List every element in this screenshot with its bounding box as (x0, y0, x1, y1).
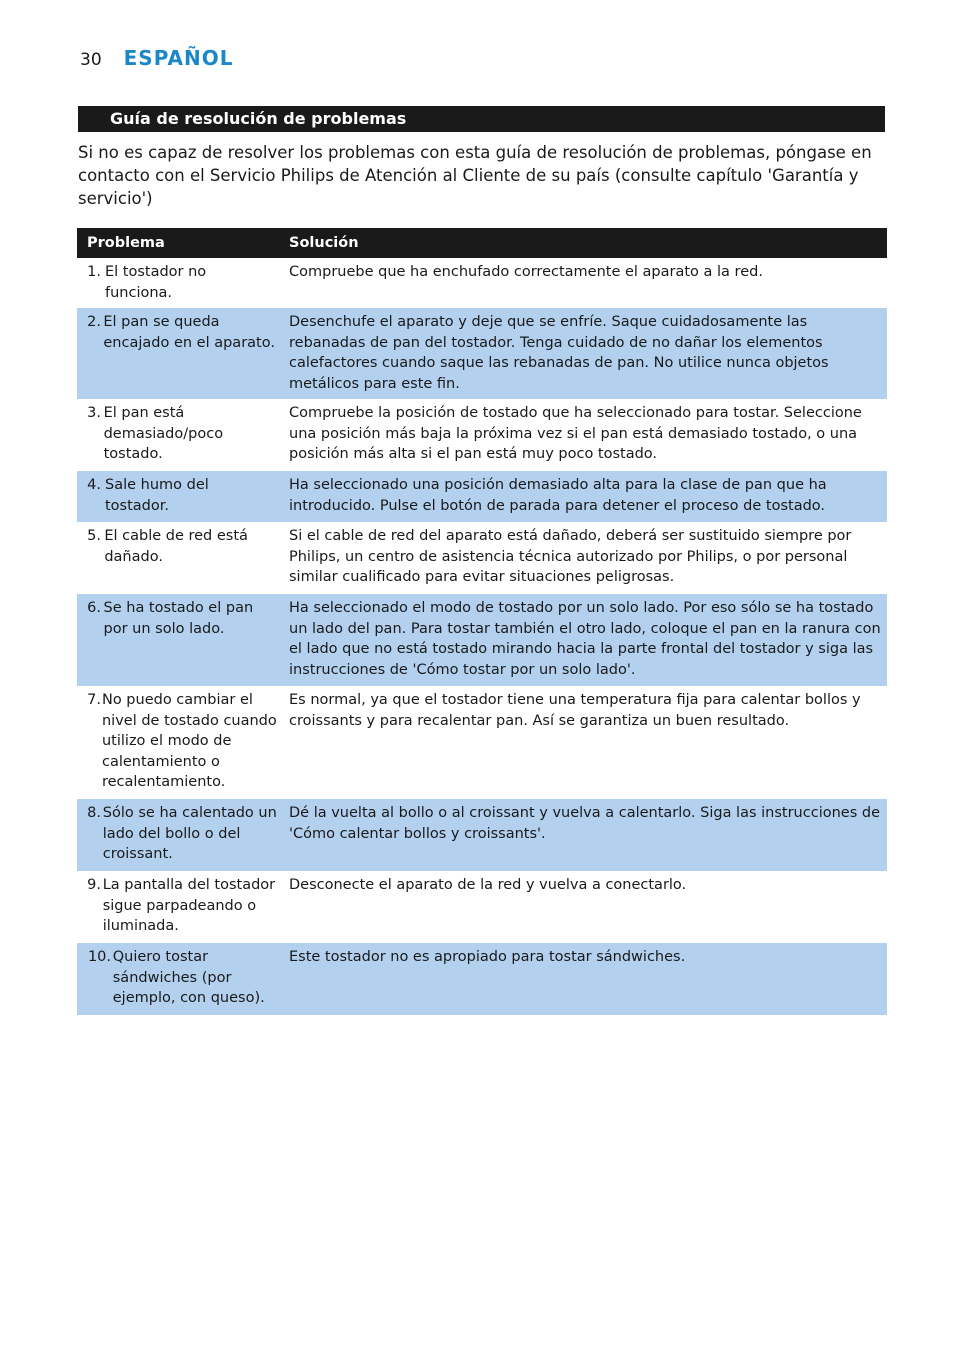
solution-text: Ha seleccionado una posición demasiado alta para la clase de pan que ha introducido. Pulse el botón de parada para detener el proceso de tostado. (289, 477, 827, 514)
column-header-problem: Problema (87, 234, 165, 251)
solution-text: Compruebe que ha enchufado correctamente el aparato a la red. (289, 264, 763, 280)
problem-cell (77, 799, 281, 871)
solution-text: Compruebe la posición de tostado que ha seleccionado para tostar. Seleccione una posición más baja la próxima vez si el pan está demasiado tostado, o una posición más alta si el pan está muy poco tostado. (289, 405, 862, 462)
column-header-solution: Solución (289, 234, 359, 251)
problem-cell (77, 399, 281, 471)
section-title: Guía de resolución de problemas (78, 106, 885, 132)
solution-text: Si el cable de red del aparato está dañado, deberá ser sustituido siempre por Philips, un centro de asistencia técnica autorizado por Philips, o por personal similar cualificado para evitar situaciones peligrosas. (289, 528, 852, 585)
problem-text: El pan se queda encajado en el aparato. (103, 314, 275, 351)
table-row (77, 471, 887, 522)
table-row (77, 522, 887, 594)
problem-text: Quiero tostar sándwiches (por ejemplo, con queso). (112, 949, 265, 1006)
problem-text: Sale humo del tostador. (104, 477, 209, 514)
row-number: 7. (87, 692, 101, 708)
solution-text: Desenchufe el aparato y deje que se enfríe. Saque cuidadosamente las rebanadas de pan del tostador. Tenga cuidado de no dañar los elementos calefactores cuando saque las rebanadas de pan. No utilice nunca objetos metálicos para este fin. (289, 314, 829, 392)
table-row (77, 594, 887, 686)
solution-text: Dé la vuelta al bollo o al croissant y vuelva a calentarlo. Siga las instrucciones de 'Cómo calentar bollos y croissants'. (289, 805, 880, 842)
solution-text: Es normal, ya que el tostador tiene una temperatura fija para calentar bollos y croissants y para recalentar pan. Así se garantiza un buen resultado. (289, 692, 861, 729)
problem-cell (77, 594, 281, 686)
problem-cell (77, 258, 281, 308)
row-number: 6. (87, 600, 101, 616)
problem-cell (77, 522, 281, 594)
row-number: 8. (87, 805, 101, 821)
problem-text: Se ha tostado el pan por un solo lado. (103, 600, 254, 637)
problem-cell (77, 943, 281, 1015)
intro-paragraph: Si no es capaz de resolver los problemas con esta guía de resolución de problemas, póngase en contacto con el Servicio Philips de Atención al Cliente de su país (consulte capítulo 'Garantía y servicio') (78, 143, 872, 208)
solution-text: Este tostador no es apropiado para tostar sándwiches. (289, 949, 686, 965)
problem-text: Sólo se ha calentado un lado del bollo o del croissant. (102, 805, 277, 862)
solution-text: Ha seleccionado el modo de tostado por un solo lado. Por eso sólo se ha tostado un lado del pan. Para tostar también el otro lado, coloque el pan en la ranura con el lado que no está tostado mirando hacia la parte frontal del tostador y siga las instrucciones de 'Cómo tostar por un solo lado'. (289, 600, 881, 678)
language-title: ESPAÑOL (123, 46, 234, 70)
page-header (80, 46, 234, 76)
problem-cell (77, 308, 281, 399)
table-row (77, 686, 887, 799)
problem-text: El tostador no funciona. (104, 264, 207, 301)
problem-text: El pan está demasiado/poco tostado. (103, 405, 224, 462)
problem-text: No puedo cambiar el nivel de tostado cuando utilizo el modo de calentamiento o recalentamiento. (101, 692, 277, 790)
table-header-row (77, 228, 887, 258)
table-row (77, 258, 887, 308)
problem-cell (77, 871, 281, 943)
problem-cell (77, 471, 281, 522)
row-number: 2. (87, 314, 101, 330)
table-row (77, 799, 887, 871)
page-number: 30 (80, 50, 102, 70)
problem-text: La pantalla del tostador sigue parpadeando o iluminada. (102, 877, 276, 934)
table-row (77, 871, 887, 943)
row-number: 10. (87, 949, 111, 965)
row-number: 4. (87, 477, 101, 493)
problem-text: El cable de red está dañado. (104, 528, 248, 565)
table-row (77, 308, 887, 399)
table-row (77, 943, 887, 1015)
troubleshooting-table (77, 228, 887, 1015)
row-number: 1. (87, 264, 101, 280)
row-number: 3. (87, 405, 101, 421)
solution-text: Desconecte el aparato de la red y vuelva a conectarlo. (289, 877, 687, 893)
problem-cell (77, 686, 281, 799)
row-number: 9. (87, 877, 101, 893)
table-row (77, 399, 887, 471)
row-number: 5. (87, 528, 101, 544)
